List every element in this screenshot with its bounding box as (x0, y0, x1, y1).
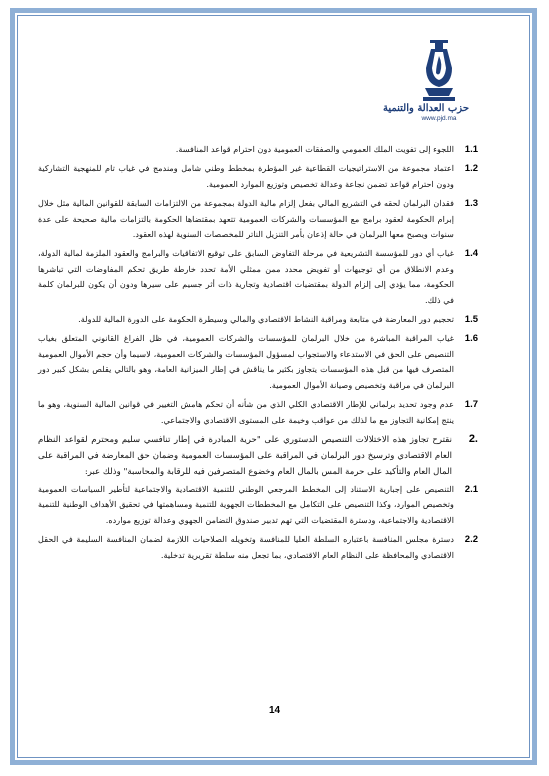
item-number: 1.5 (464, 314, 478, 326)
list-item (38, 312, 478, 327)
list-item (38, 161, 478, 192)
item-text: التنصيص على إجبارية الاستناد إلى المخطط المرجعي الوطني للتنمية الاقتصادية والاجتماعية لتأطير السياسات العمومية وتخصيص الموارد، وكذا التنصيص على التكامل مع المخططات الجهوية للتنمية ومساهمتها في تحقيق الأهداف الوطنية للتنمية الاقتصادية والاجتماعية، ودسترة المقتضيات التي تهم تدبير صندوق التضامن الجهوي وعدالة توزيع موارده. (38, 483, 454, 525)
item-number: 1.2 (464, 163, 478, 175)
item-number: 2. (468, 432, 478, 445)
list-item (38, 246, 478, 308)
item-text: دسترة مجلس المنافسة باعتباره السلطة العليا للمنافسة وتخويله الصلاحيات اللازمة لضمان المنافسة السليمة في الحقل الاقتصادي والمحافظة على النظام العام الاقتصادي، بما تجعل منه سلطة تقريرية تدخلية. (38, 534, 454, 560)
page-number: 14 (268, 705, 281, 716)
item-number: 1.3 (464, 198, 478, 210)
item-number: 1.6 (464, 333, 478, 345)
item-text: اللجوء إلى تفويت الملك العمومي والصفقات العمومية دون احترام قواعد المنافسة. (175, 144, 454, 154)
item-text: غياب أي دور للمؤسسة التشريعية في مرحلة التفاوض السابق على توقيع الاتفاقيات والبرامج والعقود الملزمة لمالية الدولة، وعدم الانطلاق من أي توجيهات أو تفويض محدد ممن ممثلي الأمة تحدد خارطة طريق تحكم المفاوضات التي تباشرها الحكومة، مما يؤدي إلى إلزام الدولة بمقتضيات اقتصادية وتجارية ذات أثر جسيم على سيرها ودون أن يكون للبرلمان كلمة في ذلك. (38, 248, 454, 305)
item-number: 1.1 (464, 144, 478, 155)
list-item (38, 397, 478, 428)
list-item (38, 482, 478, 528)
item-text: غياب المراقبة المباشرة من خلال البرلمان للمؤسسات والشركات العمومية، في ظل الفراغ القانوني المتعلق بغياب التنصيص على الحق في الاستدعاء والاستجواب لمسؤول المؤسسات والشركات العمومية، لاسيما وأن حجم الأموال العمومية المتصرف فيها من قبل هذه المؤسسات يتجاوز بكثير ما يناقش في إطار الميزانية العامة، وهو بالتالي يقلص بشكل كبير دور البرلمان في مراقبة وتخصيص وصيانة الأموال العمومية. (38, 333, 454, 390)
list-item (38, 196, 478, 242)
party-logo (382, 40, 469, 132)
document-body (38, 142, 478, 567)
item-text: فقدان البرلمان لحقه في التشريع المالي بفعل إلزام مالية الدولة بمجموعة من الالتزامات السابقة للقوانين المالية مثل خلال إبرام الحكومة لعقود برامج مع المؤسسات والشركات العمومية تتعهد بمقتضاها الحكومة بالتزامات مالية صحيحة على عدة سنوات ويصبح معها البرلمان في حالة إذعان بأمر التنزيل الناتر للمخصصات السنوية لهذه العقود. (38, 198, 454, 240)
list-item (38, 142, 478, 157)
item-text: تحجيم دور المعارضة في متابعة ومراقبة النشاط الاقتصادي والمالي وسيطرة الحكومة على الدورة المالية للدولة. (78, 314, 454, 325)
item-number: 2.1 (464, 483, 478, 495)
logo-party-name: حزب العدالة والتنمية (382, 103, 469, 114)
item-text: نقترح تجاوز هذه الاختلالات التنصيص الدستوري على "حرية المبادرة في إطار تنافسي سليم ومحترم لقواعد النظام العام الاقتصادي وترسيخ دور البرلمان في المراقبة على المؤسسات العمومية وضمان حق المعارضة في المراقبة على المال العام والتأكيد على حرمة المس بالمال العام وخضوع المتصرفين فيه للرقابة والمحاسبة" وذلك عبر: (38, 434, 452, 477)
logo-website-url: www.pjd.ma (421, 115, 457, 122)
lamp-icon (419, 40, 459, 102)
list-item (38, 532, 478, 563)
list-item (38, 432, 478, 480)
list-item (38, 331, 478, 393)
item-number: 2.2 (464, 534, 478, 546)
item-text: اعتماد مجموعة من الاستراتيجيات القطاعية غير المؤطرة بمخطط وطني شامل ومندمج في غياب تام للمنهجية التشاركية ودون احترام قواعد تضمن نجاعة وعدالة تخصيص وتوزيع الموارد العمومية. (38, 163, 454, 189)
item-text: عدم وجود تحديد برلماني للإطار الاقتصادي الكلي الذي من شأنه أن تحكم هامش التغيير في قوانين المالية السنوية، وهو ما ينتج إمكانية التجاوز مع ما لذلك من عواقب وخيمة على المستوى الاقتصادي والاجتماعي. (38, 399, 454, 425)
item-number: 1.4 (464, 248, 478, 260)
item-number: 1.7 (464, 399, 478, 411)
